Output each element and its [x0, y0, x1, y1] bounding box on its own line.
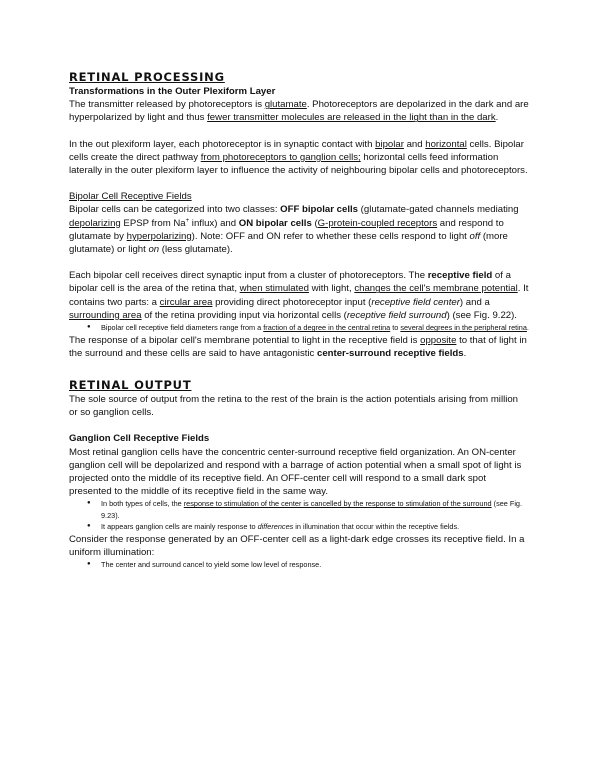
- bullet-list-bipolar: [69, 322, 529, 334]
- paragraph-off-center-edge: Consider the response generated by an OFF-center cell as a light-dark edge crosses its receptive field. In a uniform illumination:: [69, 533, 525, 559]
- list-item: ● It appears ganglion cells are mainly response to differences in illumination that occur within the receptive fields.: [87, 521, 529, 533]
- list-item: ● Bipolar cell receptive field diameters range from a fraction of a degree in the central retina to several degrees in the peripheral retina.: [87, 322, 529, 334]
- subheading-outer-plexiform: Transformations in the Outer Plexiform Layer: [69, 86, 276, 97]
- paragraph-outer-plexiform: In the out plexiform layer, each photoreceptor is in synaptic contact with bipolar and horizontal cells. Bipolar cells create the direct pathway from photoreceptors to ganglion cells; horizontal cells feed information laterally in the outer plexiform layer to influence the activity of neighbouring bipolar cells and photoreceptors.: [69, 138, 528, 177]
- bullet-list-ganglion: [69, 498, 529, 533]
- subheading-ganglion-receptive-fields: Ganglion Cell Receptive Fields: [69, 433, 210, 445]
- section-heading-retinal-processing: RETINAL PROCESSING: [69, 70, 225, 84]
- paragraph-sole-output: The sole source of output from the retina to the rest of the brain is the action potentials arising from million or so ganglion cells.: [69, 393, 519, 419]
- list-item: ● The center and surround cancel to yield some low level of response.: [87, 559, 529, 571]
- paragraph-bipolar-classes: Bipolar cells can be categorized into two classes: OFF bipolar cells (glutamate-gated channels mediating depolarizing EPSP from Na+ influx) and ON bipolar cells (G-protein-coupled receptors and respond to glutamate by hyperpolarizing). Note: OFF and ON refer to whether these cells respond to light off (more glutamate) or light on (less glutamate).: [69, 204, 519, 256]
- paragraph-receptive-field: Each bipolar cell receives direct synaptic input from a cluster of photoreceptors. The receptive field of a bipolar cell is the area of the retina that, when stimulated with light, changes the cell's membrane potential. It contains two parts: a circular area providing direct photoreceptor input (receptive field center) and a surrounding area of the retina providing input via horizontal cells (receptive field surround) (see Fig. 9.22).: [69, 270, 529, 321]
- bullet-list-uniform: [69, 559, 529, 571]
- document-page: [69, 70, 529, 571]
- paragraph-center-surround: The response of a bipolar cell's membrane potential to light in the receptive field is opposite to that of light in the surround and these cells are said to have antagonistic center-surround receptive fields.: [69, 334, 527, 359]
- paragraph-ganglion-organization: Most retinal ganglion cells have the concentric center-surround receptive field organization. An ON-center ganglion cell will be depolarized and respond with a barrage of action potential when a small spot of light is projected onto the middle of its receptive field. An OFF-center cell will respond to a small dark spot presented to the middle of its receptive field in the same way.: [69, 446, 522, 498]
- paragraph-transmitter: The transmitter released by photoreceptors is glutamate. Photoreceptors are depolarized in the dark and are hyperpolarized by light and thus fewer transmitter molecules are released in the light than in the dark.: [69, 99, 529, 124]
- subheading-bipolar-receptive-fields: Bipolar Cell Receptive Fields: [69, 191, 192, 203]
- section-heading-retinal-output: RETINAL OUTPUT: [69, 377, 192, 392]
- list-item: ● In both types of cells, the response to stimulation of the center is cancelled by the response to stimulation of the surround (see Fig. 9.23).: [87, 498, 529, 521]
